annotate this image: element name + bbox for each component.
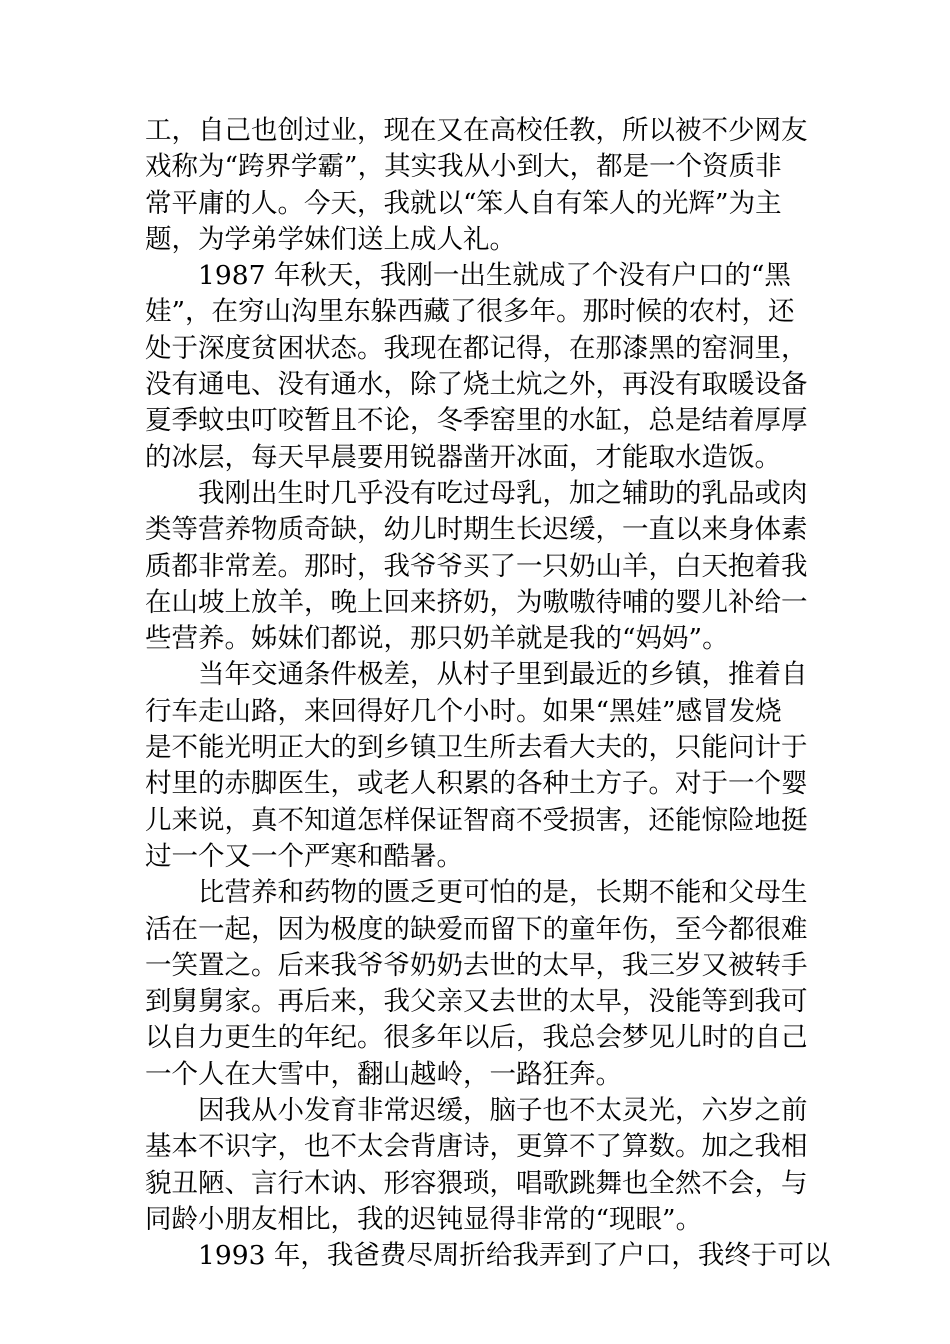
- text-line: 以自力更生的年纪。很多年以后，我总会梦见儿时的自己: [145, 1022, 808, 1054]
- text-line: 当年交通条件极差，从村子里到最近的乡镇，推着自: [145, 659, 808, 691]
- text-line: 娃”，在穷山沟里东躲西藏了很多年。那时候的农村，还: [145, 296, 795, 328]
- text-line: 比营养和药物的匮乏更可怕的是，长期不能和父母生: [145, 877, 808, 909]
- body-text: [145, 113, 831, 1275]
- text-line: 儿来说，真不知道怎样保证智商不受损害，还能惊险地挺: [145, 804, 808, 836]
- text-line: 题，为学弟学妹们送上成人礼。: [145, 223, 516, 255]
- text-line: 因我从小发育非常迟缓，脑子也不太灵光，六岁之前: [145, 1095, 808, 1127]
- text-line: 村里的赤脚医生，或老人积累的各种土方子。对于一个婴: [145, 768, 808, 800]
- text-line: 1993 年，我爸费尽周折给我弄到了户口，我终于可以: [145, 1240, 831, 1272]
- text-line: 到舅舅家。再后来，我父亲又去世的太早，没能等到我可: [145, 986, 808, 1018]
- text-line: 些营养。姊妹们都说，那只奶羊就是我的“妈妈”。: [145, 623, 729, 655]
- text-line: 处于深度贫困状态。我现在都记得，在那漆黑的窑洞里，: [145, 332, 808, 364]
- text-line: 一笑置之。后来我爷爷奶奶去世的太早，我三岁又被转手: [145, 949, 808, 981]
- text-line: 貌丑陋、言行木讷、形容猥琐，唱歌跳舞也全然不会，与: [145, 1167, 808, 1199]
- text-line: 在山坡上放羊，晚上回来挤奶，为嗷嗷待哺的婴儿补给一: [145, 586, 808, 618]
- text-line: 没有通电、没有通水，除了烧土炕之外，再没有取暖设备: [145, 369, 808, 401]
- text-line: 我刚出生时几乎没有吃过母乳，加之辅助的乳品或肉: [145, 477, 808, 509]
- text-line: 1987 年秋天，我刚一出生就成了个没有户口的“黑: [145, 260, 791, 292]
- text-line: 夏季蚊虫叮咬暂且不论，冬季窑里的水缸，总是结着厚厚: [145, 405, 808, 437]
- text-line: 基本不识字，也不太会背唐诗，更算不了算数。加之我相: [145, 1131, 808, 1163]
- text-line: 活在一起，因为极度的缺爱而留下的童年伤，至今都很难: [145, 913, 808, 945]
- text-line: 质都非常差。那时，我爷爷买了一只奶山羊，白天抱着我: [145, 550, 808, 582]
- text-line: 类等营养物质奇缺，幼儿时期生长迟缓，一直以来身体素: [145, 514, 808, 546]
- text-line: 工，自己也创过业，现在又在高校任教，所以被不少网友: [145, 115, 808, 146]
- text-line: 行车走山路，来回得好几个小时。如果“黑娃”感冒发烧: [145, 695, 782, 727]
- text-line: 常平庸的人。今天，我就以“笨人自有笨人的光辉”为主: [145, 187, 782, 219]
- text-line: 是不能光明正大的到乡镇卫生所去看大夫的，只能问计于: [145, 732, 808, 764]
- text-line: 同龄小朋友相比，我的迟钝显得非常的“现眼”。: [145, 1203, 703, 1235]
- text-line: 一个人在大雪中，翻山越岭，一路狂奔。: [145, 1058, 622, 1090]
- text-line: 过一个又一个严寒和酷暑。: [145, 840, 463, 872]
- text-line: 的冰层，每天早晨要用锐器凿开冰面，才能取水造饭。: [145, 441, 781, 473]
- text-line: 戏称为“跨界学霸”，其实我从小到大，都是一个资质非: [145, 151, 782, 183]
